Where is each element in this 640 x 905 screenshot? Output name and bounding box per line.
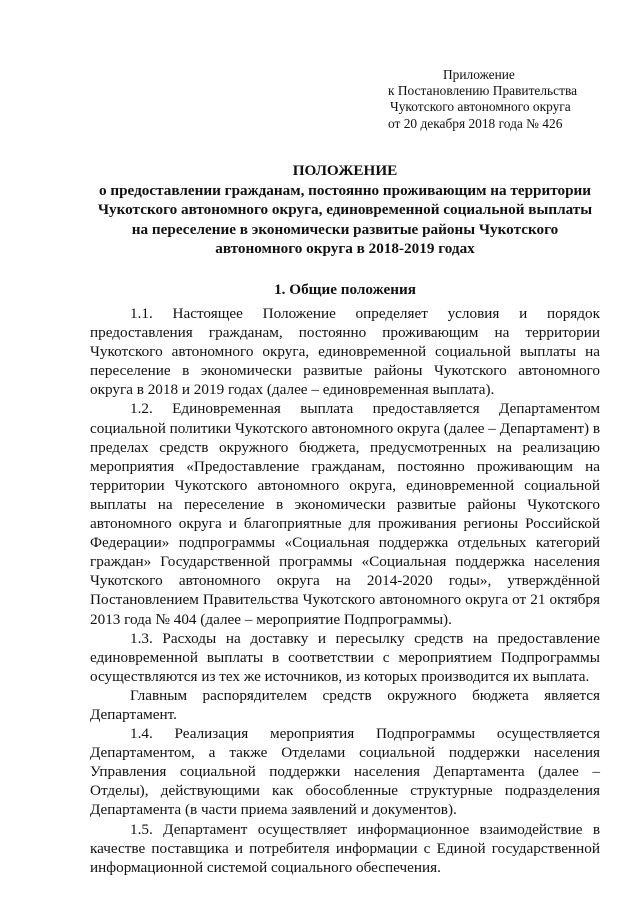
- annex-line-4: от 20 декабря 2018 года № 426: [388, 115, 563, 131]
- annex-block: [388, 67, 628, 132]
- body-text: [90, 304, 600, 877]
- paragraph-1-1: 1.1. Настоящее Положение определяет условия и порядок предоставления гражданам, постоянно проживающим на территории Чукотского автономного округа, единовременной социальной выплаты на переселение в экономически развитые районы Чукотского автономного округа в 2018 и 2019 годах (далее – единовременная выплата).: [90, 305, 600, 399]
- title-line-4: автономного округа в 2018-2019 годах: [215, 240, 475, 257]
- paragraph-1-5: 1.5. Департамент осуществляет информационное взаимодействие в качестве поставщика и потребителя информации с Единой государственной информационной системой социального обеспечения.: [90, 820, 600, 876]
- annex-line-3: Чукотского автономного округа: [390, 99, 571, 115]
- annex-line-2: к Постановлению Правительства: [388, 83, 578, 99]
- annex-line-1: Приложение: [443, 67, 515, 82]
- section-heading: 1. Общие положения: [274, 281, 416, 298]
- title-line-1: о предоставлении гражданам, постоянно проживающим на территории: [98, 181, 592, 199]
- title-main: ПОЛОЖЕНИЕ: [292, 162, 398, 179]
- title-line-2: Чукотского автономного округа, единовременной социальной выплаты: [97, 201, 593, 218]
- document-title: [90, 161, 600, 259]
- paragraph-1-2: 1.2. Единовременная выплата предоставляется Департаментом социальной политики Чукотского автономного округа (далее – Департамент) в пределах средств окружного бюджета, предусмотренных на реализацию мероприятия «Предоставление гражданам, постоянно проживающим на территории Чукотского автономного округа, единовременной социальной выплаты на переселение в экономически развитые районы Чукотского автономного округа и благоприятные для проживания регионы Российской Федерации» подпрограммы «Социальная поддержка отдельных категорий граждан» Государственной программы «Социальная поддержка населения Чукотского автономного округа на 2014-2020 годы», утверждённой Постановлением Правительства Чукотского автономного округа от 21 октября 2013 года № 404 (далее – мероприятие Подпрограммы).: [90, 400, 600, 628]
- title-line-3: на переселение в экономически развитые районы Чукотского: [131, 220, 559, 238]
- paragraph-1-4: 1.4. Реализация мероприятия Подпрограммы осуществляется Департаментом, а также Отделами социальной поддержки населения Управления социальной поддержки населения Департамента (далее – Отделы), действующими как обособленные структурные подразделения Департамента (в части приема заявлений и документов).: [90, 725, 600, 819]
- paragraph-main-administrator: Главным распорядителем средств окружного бюджета является Департамент.: [90, 686, 600, 723]
- paragraph-1-3: 1.3. Расходы на доставку и пересылку средств на предоставление единовременной выплаты в соответствии с мероприятием Подпрограммы осуществляются из тех же источников, из которых производится их выплата.: [90, 629, 600, 685]
